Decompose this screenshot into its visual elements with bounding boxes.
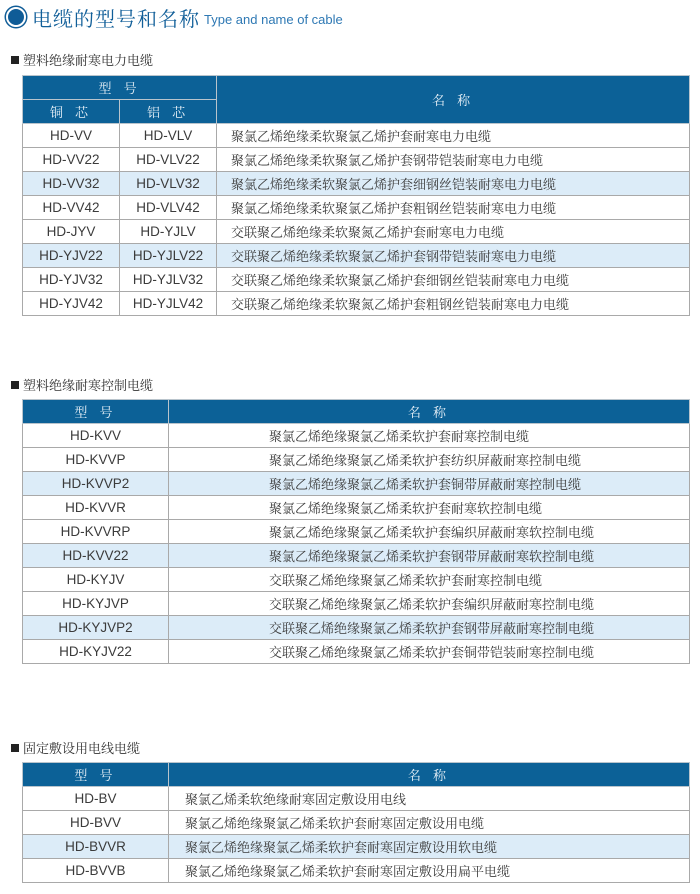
column-header-model: 型 号: [23, 400, 169, 424]
cable-name-cell: 聚氯乙烯绝缘柔软聚氯乙烯护套耐寒电力电缆: [217, 124, 690, 148]
aluminum-model-cell: HD-VLV: [120, 124, 217, 148]
cable-name-cell: 交联聚乙烯绝缘聚氯乙烯柔软护套钢带屏蔽耐寒控制电缆: [169, 616, 690, 640]
table-row: [23, 859, 690, 883]
aluminum-model-cell: HD-YJLV: [120, 220, 217, 244]
table-row: [23, 592, 690, 616]
section-heading-text: 塑料绝缘耐寒控制电缆: [23, 379, 154, 394]
cable-name-cell: 聚氯乙烯绝缘聚氯乙烯柔软护套耐寒固定敷设用软电缆: [169, 835, 690, 859]
aluminum-model-cell: HD-VLV42: [120, 196, 217, 220]
cable-name-cell: 交联聚乙烯绝缘聚氯乙烯柔软护套耐寒控制电缆: [169, 568, 690, 592]
copper-model-cell: HD-VV: [23, 124, 120, 148]
cable-name-cell: 聚氯乙烯绝缘聚氯乙烯柔软护套纺织屏蔽耐寒控制电缆: [169, 448, 690, 472]
model-cell: HD-KYJVP: [23, 592, 169, 616]
cable-name-cell: 聚氯乙烯绝缘聚氯乙烯柔软护套铜带屏蔽耐寒控制电缆: [169, 472, 690, 496]
cable-name-cell: 聚氯乙烯柔软绝缘耐寒固定敷设用电线: [169, 787, 690, 811]
control-cable-table: [22, 399, 690, 664]
cable-name-cell: 聚氯乙烯绝缘聚氯乙烯柔软护套耐寒固定敷设用扁平电缆: [169, 859, 690, 883]
column-header-name: 名 称: [217, 76, 690, 124]
column-header-aluminum: 铝 芯: [120, 100, 217, 124]
table-row: [23, 172, 690, 196]
table-row: [23, 640, 690, 664]
model-cell: HD-BVV: [23, 811, 169, 835]
section-heading-text: 固定敷设用电线电缆: [23, 742, 141, 757]
section-heading-text: 塑料绝缘耐寒电力电缆: [23, 54, 154, 69]
section-heading-control-cable: [11, 375, 153, 394]
cable-name-cell: 聚氯乙烯绝缘柔软聚氯乙烯护套粗钢丝铠装耐寒电力电缆: [217, 196, 690, 220]
column-header-copper: 铜 芯: [23, 100, 120, 124]
cable-name-cell: 交联聚乙烯绝缘柔软聚氮乙烯护套耐寒电力电缆: [217, 220, 690, 244]
page-title-cn: 电缆的型号和名称: [32, 6, 200, 31]
table-row: [23, 568, 690, 592]
fixed-wiring-table: [22, 762, 690, 883]
table-row: [23, 544, 690, 568]
table-row: [23, 787, 690, 811]
table-row: [23, 196, 690, 220]
table-row: [23, 424, 690, 448]
page-title: [3, 3, 343, 31]
column-header-name: 名 称: [169, 763, 690, 787]
cable-name-cell: 聚氯乙烯绝缘聚氯乙烯柔软护套耐寒固定敷设用电缆: [169, 811, 690, 835]
table-row: [23, 292, 690, 316]
column-header-name: 名 称: [169, 400, 690, 424]
table-row: [23, 148, 690, 172]
model-cell: HD-KVV22: [23, 544, 169, 568]
model-cell: HD-BVVR: [23, 835, 169, 859]
cable-name-cell: 聚氯乙烯绝缘聚氯乙烯柔软护套耐寒控制电缆: [169, 424, 690, 448]
copper-model-cell: HD-YJV42: [23, 292, 120, 316]
section-heading-fixed-wiring: [11, 738, 140, 757]
table-row: [23, 835, 690, 859]
table-row: [23, 124, 690, 148]
aluminum-model-cell: HD-VLV32: [120, 172, 217, 196]
copper-model-cell: HD-YJV22: [23, 244, 120, 268]
table-row: [23, 520, 690, 544]
cable-name-cell: 交联聚乙烯绝缘聚氯乙烯柔软护套编织屏蔽耐寒控制电缆: [169, 592, 690, 616]
square-bullet-icon: [11, 381, 19, 389]
copper-model-cell: HD-VV32: [23, 172, 120, 196]
page-title-en: Type and name of cable: [204, 12, 343, 27]
aluminum-model-cell: HD-YJLV22: [120, 244, 217, 268]
cable-name-cell: 聚氯乙烯绝缘聚氯乙烯柔软护套编织屏蔽耐寒软控制电缆: [169, 520, 690, 544]
table-row: [23, 268, 690, 292]
cable-name-cell: 聚氯乙烯绝缘柔软聚氯乙烯护套细钢丝铠装耐寒电力电缆: [217, 172, 690, 196]
circle-bullet-icon: [6, 7, 26, 27]
model-cell: HD-BV: [23, 787, 169, 811]
table-row: [23, 244, 690, 268]
cable-name-cell: 聚氯乙烯绝缘聚氯乙烯柔软护套耐寒软控制电缆: [169, 496, 690, 520]
model-cell: HD-KYJVP2: [23, 616, 169, 640]
table-row: [23, 472, 690, 496]
model-cell: HD-BVVB: [23, 859, 169, 883]
cable-name-cell: 交联聚乙烯绝缘聚氯乙烯柔软护套铜带铠装耐寒控制电缆: [169, 640, 690, 664]
copper-model-cell: HD-YJV32: [23, 268, 120, 292]
square-bullet-icon: [11, 744, 19, 752]
cable-name-cell: 交联聚乙烯绝缘柔软聚氯乙烯护套细钢丝铠装耐寒电力电缆: [217, 268, 690, 292]
power-cable-table: [22, 75, 690, 316]
model-cell: HD-KVVRP: [23, 520, 169, 544]
cable-name-cell: 聚氯乙烯绝缘聚氯乙烯柔软护套钢带屏蔽耐寒软控制电缆: [169, 544, 690, 568]
model-cell: HD-KYJV22: [23, 640, 169, 664]
aluminum-model-cell: HD-YJLV32: [120, 268, 217, 292]
aluminum-model-cell: HD-VLV22: [120, 148, 217, 172]
model-cell: HD-KVVP2: [23, 472, 169, 496]
cable-name-cell: 聚氯乙烯绝缘柔软聚氯乙烯护套钢带铠装耐寒电力电缆: [217, 148, 690, 172]
cable-name-cell: 交联聚乙烯绝缘柔软聚氮乙烯护套粗钢丝铠装耐寒电力电缆: [217, 292, 690, 316]
model-cell: HD-KYJV: [23, 568, 169, 592]
model-cell: HD-KVVP: [23, 448, 169, 472]
table-row: [23, 496, 690, 520]
aluminum-model-cell: HD-YJLV42: [120, 292, 217, 316]
column-header-model: 型 号: [23, 76, 217, 100]
table-row: [23, 220, 690, 244]
column-header-model: 型 号: [23, 763, 169, 787]
model-cell: HD-KVVR: [23, 496, 169, 520]
copper-model-cell: HD-JYV: [23, 220, 120, 244]
copper-model-cell: HD-VV42: [23, 196, 120, 220]
section-heading-power-cable: [11, 50, 153, 69]
model-cell: HD-KVV: [23, 424, 169, 448]
square-bullet-icon: [11, 56, 19, 64]
table-row: [23, 616, 690, 640]
copper-model-cell: HD-VV22: [23, 148, 120, 172]
cable-name-cell: 交联聚乙烯绝缘柔软聚氯乙烯护套钢带铠装耐寒电力电缆: [217, 244, 690, 268]
table-row: [23, 448, 690, 472]
table-row: [23, 811, 690, 835]
